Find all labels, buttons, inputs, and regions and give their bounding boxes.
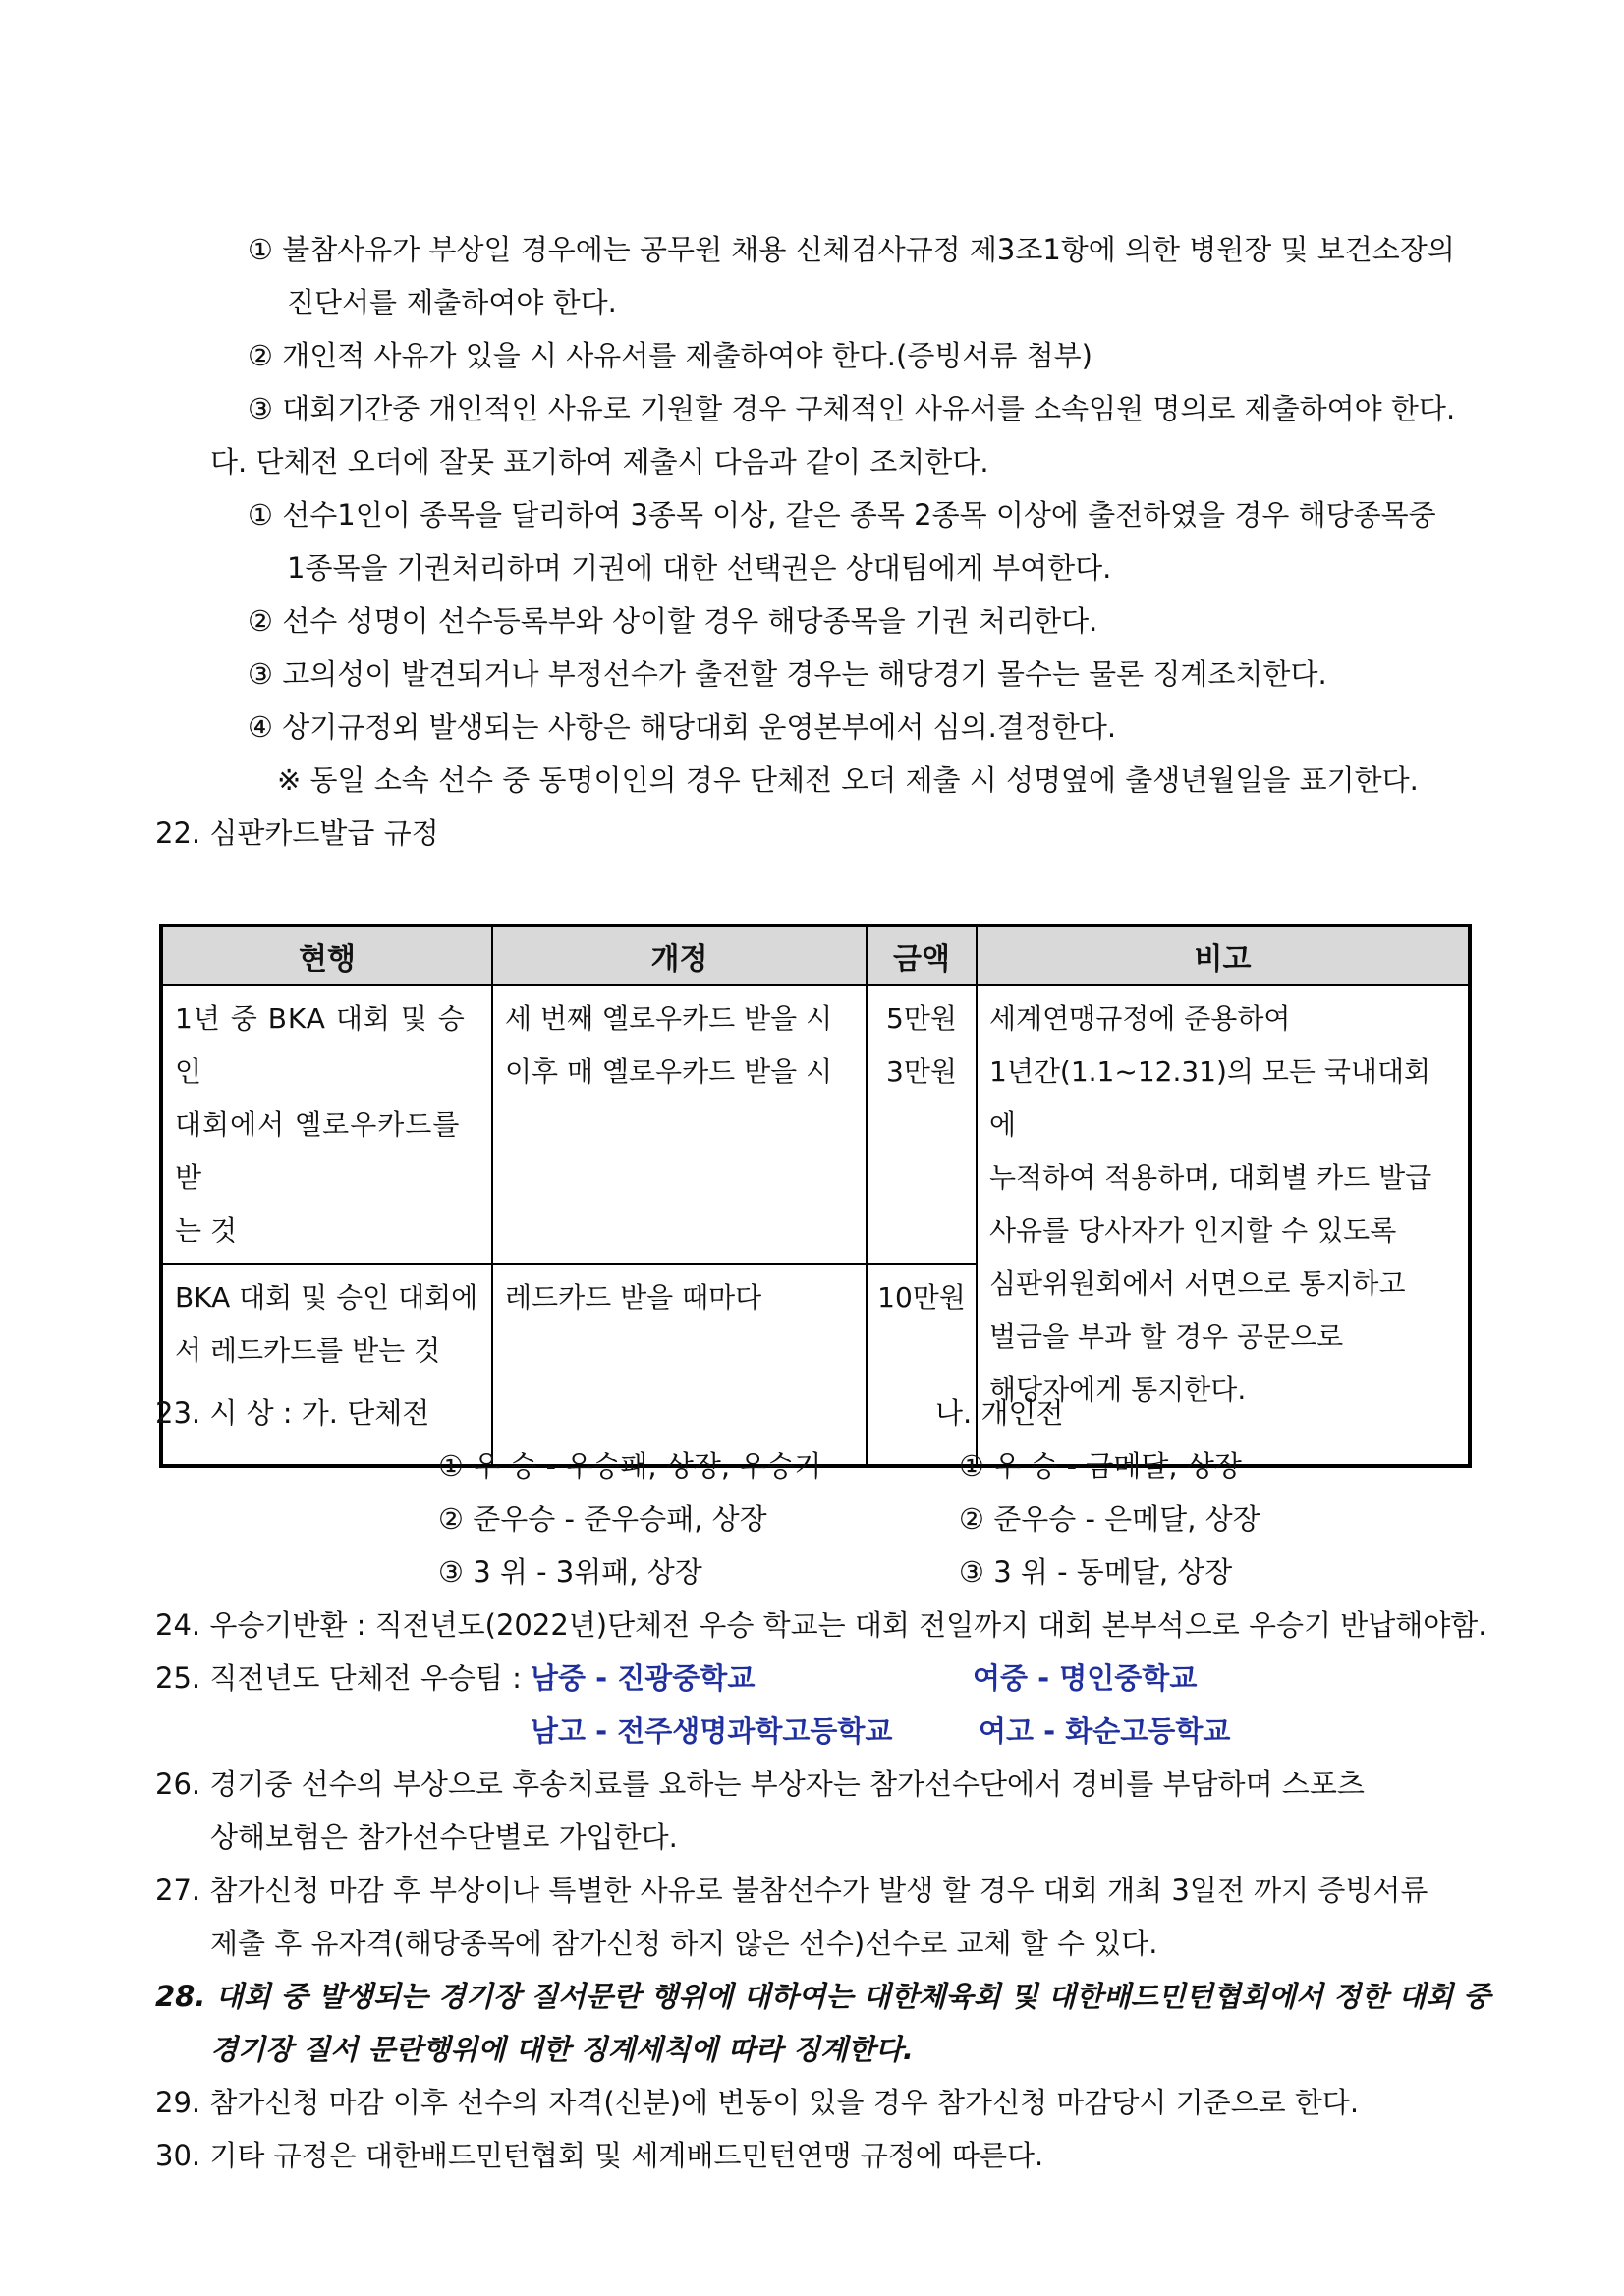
remarks-line: 세계연맹규정에 준용하여	[989, 1002, 1291, 1035]
item-25-label: 25. 직전년도 단체전 우승팀 :	[155, 1661, 522, 1695]
remarks-line: 사유를 당사자가 인지할 수 있도록	[989, 1214, 1397, 1247]
section-b-item-1-cont: 진단서를 제출하여야 한다.	[287, 286, 617, 319]
row1-current-line: 는 것	[175, 1214, 237, 1247]
item-27: 27. 참가신청 마감 후 부상이나 특별한 사유로 불참선수가 발생 할 경우 대회 개최 3일전 까지 증빙서류	[155, 1874, 1428, 1907]
header-current: 현행	[161, 925, 492, 985]
item-26: 26. 경기중 선수의 부상으로 후송치료를 요하는 부상자는 참가선수단에서 경비를 부담하며 스포츠	[155, 1767, 1365, 1801]
row1-revised	[492, 985, 867, 1264]
item-24: 24. 우승기반환 : 직전년도(2022년)단체전 우승 학교는 대회 전일까지 대회 본부석으로 우승기 반납해야함.	[155, 1608, 1487, 1642]
item-27-cont: 제출 후 유자격(해당종목에 참가신청 하지 않은 선수)선수로 교체 할 수 있다.	[210, 1927, 1158, 1960]
section-c-item-2: ② 선수 성명이 선수등록부와 상이할 경우 해당종목을 기권 처리한다.	[248, 604, 1098, 638]
section-b-item-3: ③ 대회기간중 개인적인 사유로 기원할 경우 구체적인 사유서를 소속임원 명의로 제출하여야 한다.	[248, 392, 1456, 425]
row1-current-line: 1년 중 BKA 대회 및 승인	[175, 1002, 466, 1088]
row1-current-line: 대회에서 옐로우카드를 받	[175, 1108, 461, 1194]
row1-amount	[867, 985, 977, 1264]
individual-award-1: ① 우 승 - 금메달, 상장	[959, 1449, 1242, 1483]
section-c-note: ※ 동일 소속 선수 중 동명이인의 경우 단체전 오더 제출 시 성명옆에 출생년월일을 표기한다.	[277, 763, 1419, 797]
referee-card-table	[159, 924, 1472, 1468]
team-award-3: ③ 3 위 - 3위패, 상장	[438, 1555, 702, 1589]
row1-current	[161, 985, 492, 1264]
row1-revised-line: 이후 매 옐로우카드 받을 시	[505, 1055, 833, 1088]
team-award-1: ① 우 승 - 우승패, 상장, 우승기	[438, 1449, 822, 1483]
winner-girls-high: 여고 - 화순고등학교	[979, 1714, 1231, 1748]
winner-girls-middle: 여중 - 명인중학교	[973, 1661, 1198, 1695]
row1-amount-line: 3만원	[886, 1055, 957, 1088]
header-revised: 개정	[492, 925, 867, 985]
item-26-cont: 상해보험은 참가선수단별로 가입한다.	[210, 1820, 678, 1854]
winner-boys-middle: 남중 - 진광중학교	[531, 1661, 756, 1695]
row2-current	[161, 1264, 492, 1466]
row2-amount-line: 10만원	[877, 1281, 966, 1314]
team-award-2: ② 준우승 - 준우승패, 상장	[438, 1502, 767, 1536]
header-amount: 금액	[867, 925, 977, 985]
section-c-item-1: ① 선수1인이 종목을 달리하여 3종목 이상, 같은 종목 2종목 이상에 출전하였을 경우 해당종목중	[248, 498, 1436, 532]
item-23-individual-heading: 나. 개인전	[935, 1396, 1064, 1429]
individual-award-3: ③ 3 위 - 동메달, 상장	[959, 1555, 1233, 1589]
row2-current-line: BKA 대회 및 승인 대회에	[175, 1281, 478, 1314]
section-c-item-4: ④ 상기규정외 발생되는 사항은 해당대회 운영본부에서 심의.결정한다.	[248, 710, 1117, 744]
section-c-item-1-cont: 1종목을 기권처리하며 기권에 대한 선택권은 상대팀에게 부여한다.	[287, 551, 1112, 585]
item-30: 30. 기타 규정은 대한배드민턴협회 및 세계배드민턴연맹 규정에 따른다.	[155, 2139, 1044, 2172]
section-c-item-3: ③ 고의성이 발견되거나 부정선수가 출전할 경우는 해당경기 몰수는 물론 징계조치한다.	[248, 657, 1327, 691]
remarks-line: 심판위원회에서 서면으로 통지하고	[989, 1267, 1406, 1300]
remarks-line: 해당자에게 통지한다.	[989, 1373, 1247, 1406]
section-b-item-2: ② 개인적 사유가 있을 시 사유서를 제출하여야 한다.(증빙서류 첨부)	[248, 339, 1092, 372]
item-22-heading: 22. 심판카드발급 규정	[155, 816, 439, 850]
item-28-cont: 경기장 질서 문란행위에 대한 징계세칙에 따라 징계한다.	[210, 2033, 914, 2066]
winner-boys-high: 남고 - 전주생명과학고등학교	[531, 1714, 893, 1748]
section-b-item-1: ① 불참사유가 부상일 경우에는 공무원 채용 신체검사규정 제3조1항에 의한 병원장 및 보건소장의	[248, 233, 1455, 266]
header-remarks: 비고	[977, 925, 1470, 985]
remarks-line: 벌금을 부과 할 경우 공문으로	[989, 1320, 1344, 1353]
row2-revised	[492, 1264, 867, 1466]
section-c-heading: 다. 단체전 오더에 잘못 표기하여 제출시 다음과 같이 조치한다.	[210, 445, 989, 478]
row1-revised-line: 세 번째 옐로우카드 받을 시	[505, 1002, 833, 1035]
row2-current-line: 서 레드카드를 받는 것	[175, 1334, 441, 1367]
row1-amount-line: 5만원	[886, 1002, 957, 1035]
item-29: 29. 참가신청 마감 이후 선수의 자격(신분)에 변동이 있을 경우 참가신청 마감당시 기준으로 한다.	[155, 2086, 1360, 2119]
remarks-line: 누적하여 적용하며, 대회별 카드 발급	[989, 1161, 1432, 1194]
item-28: 28. 대회 중 발생되는 경기장 질서문란 행위에 대하여는 대한체육회 및 대한배드민턴협회에서 정한 대회 중	[155, 1980, 1491, 2013]
row2-amount	[867, 1264, 977, 1466]
individual-award-2: ② 준우승 - 은메달, 상장	[959, 1502, 1260, 1536]
row2-revised-line: 레드카드 받을 때마다	[505, 1281, 762, 1314]
item-23-label: 23. 시 상 : 가. 단체전	[155, 1396, 430, 1429]
remarks-line: 1년간(1.1~12.31)의 모든 국내대회에	[989, 1055, 1431, 1141]
